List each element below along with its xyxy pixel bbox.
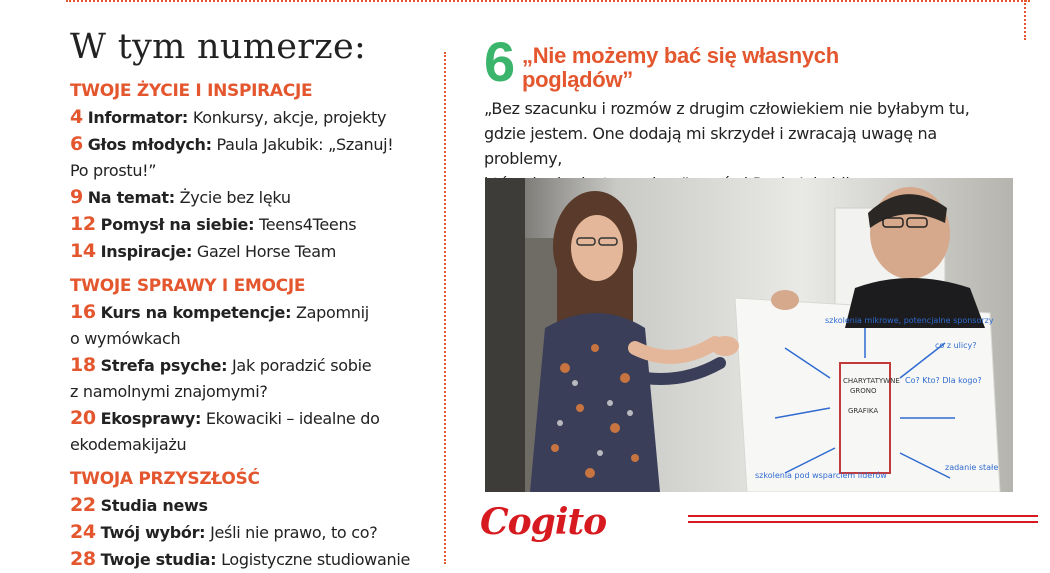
page-title: W tym numerze:: [70, 27, 367, 67]
poster-center-sub: GRAFIKA: [848, 407, 879, 415]
entry-name: Twój wybór:: [100, 523, 206, 542]
page-number: 4: [70, 106, 83, 128]
poster-center-title: CHARYTATYWNE: [843, 377, 900, 385]
toc-entry[interactable]: [70, 299, 440, 352]
lead-line: „Bez szacunku i rozmów z drugim człowiekiem nie byłabym tu,: [484, 99, 970, 118]
entry-text: Logistyczne studiowanie: [221, 550, 411, 569]
table-of-contents: [70, 22, 440, 573]
feature-title: [522, 44, 839, 92]
logo-rule-line: [688, 515, 1038, 517]
entry-text: Paula Jakubik: „Szanuj!: [216, 135, 394, 154]
toc-entry[interactable]: [70, 405, 440, 458]
entry-name: Kurs na kompetencje:: [100, 303, 292, 322]
poster-center-title: GRONO: [850, 387, 877, 395]
entry-text: Jeśli nie prawo, to co?: [210, 523, 378, 542]
poster-note-right: co z ulicy?: [935, 341, 977, 350]
top-dotted-border: [66, 0, 1030, 2]
page-number: 9: [70, 186, 83, 208]
section-title: TWOJA PRZYSZŁOŚĆ: [70, 469, 260, 489]
feature-page-number: 6: [484, 30, 516, 93]
poster-note-bottom-left: szkolenia pod wsparciem liderów: [755, 471, 887, 480]
top-right-dotted-border: [1024, 0, 1026, 40]
poster-note-bottom-right: zadanie stałe: [945, 463, 999, 472]
toc-entry[interactable]: [70, 519, 440, 546]
page-number: 6: [70, 133, 83, 155]
entry-text-continued: ekodemakijażu: [70, 435, 187, 454]
toc-entry[interactable]: [70, 546, 440, 573]
entry-text: Gazel Horse Team: [196, 242, 336, 261]
logo-rule: [688, 515, 1038, 527]
entry-text-continued: o wymówkach: [70, 329, 181, 348]
entry-text: Konkursy, akcje, projekty: [192, 108, 387, 127]
section-title: TWOJE ŻYCIE I INSPIRACJE: [70, 81, 313, 101]
entry-text-continued: Po prostu!”: [70, 161, 157, 180]
toc-entry[interactable]: [70, 211, 440, 238]
page-number: 12: [70, 213, 96, 235]
entry-text: Ekowaciki – idealne do: [205, 409, 380, 428]
column-divider: [444, 52, 446, 564]
lead-line: gdzie jestem. One dodają mi skrzydeł i zwracają uwagę na problemy,: [484, 124, 937, 168]
page-number: 22: [70, 494, 96, 516]
toc-entry[interactable]: [70, 492, 440, 519]
toc-entry[interactable]: [70, 238, 440, 265]
section-your-matters: [70, 275, 440, 458]
entry-text: Jak poradzić sobie: [232, 356, 372, 375]
feature-header: [484, 30, 1024, 96]
cogito-logo: Cogito: [480, 501, 607, 543]
entry-text: Życie bez lęku: [179, 188, 291, 207]
entry-text: Zapomnij: [295, 303, 369, 322]
entry-name: Strefa psyche:: [100, 356, 228, 375]
page-number: 14: [70, 240, 96, 262]
entry-name: Pomysł na siebie:: [100, 215, 255, 234]
section-your-life: [70, 80, 440, 265]
poster-note-top: szkolenia mikrowe, potencjalne sponsorzy: [825, 316, 994, 325]
entry-text: Teens4Teens: [259, 215, 357, 234]
page-number: 24: [70, 521, 96, 543]
entry-name: Na temat:: [87, 188, 175, 207]
logo-rule-line: [688, 521, 1038, 523]
poster-note-question: Co? Kto? Dla kogo?: [905, 376, 982, 385]
entry-name: Ekosprawy:: [100, 409, 202, 428]
page-number: 18: [70, 354, 96, 376]
feature-title-line: „Nie możemy bać się własnych: [522, 43, 839, 68]
page-number: 20: [70, 407, 96, 429]
brand-footer: [478, 498, 1038, 548]
toc-entry[interactable]: [70, 352, 440, 405]
entry-name: Inspiracje:: [100, 242, 193, 261]
page-number: 28: [70, 548, 96, 570]
entry-text-continued: z namolnymi znajomymi?: [70, 382, 268, 401]
entry-name: Głos młodych:: [87, 135, 212, 154]
feature-title-line: poglądów”: [522, 67, 633, 92]
toc-entry[interactable]: [70, 104, 440, 131]
section-title: TWOJE SPRAWY I EMOCJE: [70, 276, 306, 296]
entry-name: Studia news: [100, 496, 208, 515]
entry-name: Twoje studia:: [100, 550, 217, 569]
feature-photo: [485, 178, 1013, 492]
toc-entry[interactable]: [70, 184, 440, 211]
toc-entry[interactable]: [70, 131, 440, 184]
entry-name: Informator:: [87, 108, 189, 127]
page-number: 16: [70, 301, 96, 323]
section-your-future: [70, 468, 440, 573]
feature-article[interactable]: [484, 30, 1024, 196]
